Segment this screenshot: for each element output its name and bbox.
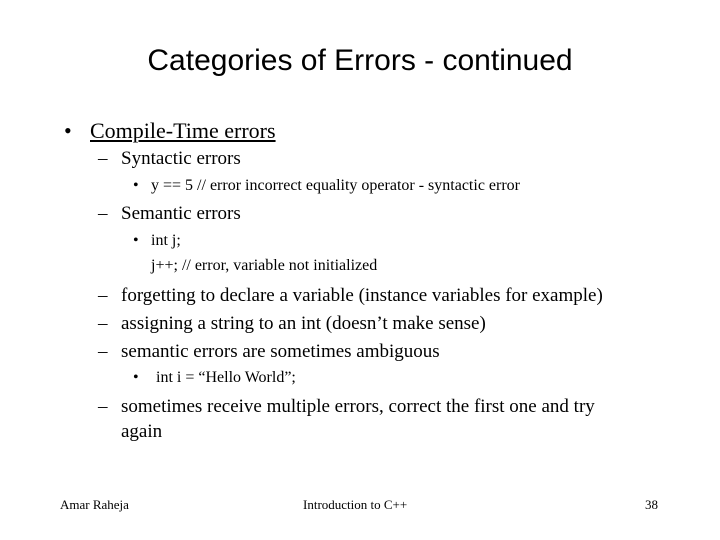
item-multiple-line2: again xyxy=(121,421,163,442)
item-syntactic: Syntactic errors xyxy=(121,148,241,169)
slide-title: Categories of Errors - continued xyxy=(147,44,573,77)
item-semantic: Semantic errors xyxy=(121,203,241,224)
example-semantic-line1: int j; xyxy=(151,232,181,249)
example-ambiguous: int i = “Hello World”; xyxy=(156,369,296,386)
footer-course: Introduction to C++ xyxy=(303,497,408,512)
item-multiple-line1: sometimes receive multiple errors, correct the first one and try xyxy=(121,396,595,417)
example-syntactic: y == 5 // error incorrect equality operator - syntactic error xyxy=(151,177,520,194)
dash-marker: – xyxy=(98,285,108,306)
heading-compile-time: Compile-Time errors xyxy=(90,118,276,143)
bullet-marker: • xyxy=(133,177,139,194)
item-ambiguous: semantic errors are sometimes ambiguous xyxy=(121,341,440,362)
dash-marker: – xyxy=(98,148,108,169)
item-assigning: assigning a string to an int (doesn’t make sense) xyxy=(121,313,486,334)
dash-marker: – xyxy=(98,341,108,362)
bullet-marker: • xyxy=(64,118,72,143)
bullet-marker: • xyxy=(133,232,139,249)
footer-author: Amar Raheja xyxy=(60,497,129,512)
item-forgetting: forgetting to declare a variable (instance variables for example) xyxy=(121,285,603,306)
dash-marker: – xyxy=(98,203,108,224)
bullet-marker: • xyxy=(133,369,139,386)
example-semantic-line2: j++; // error, variable not initialized xyxy=(151,257,378,274)
dash-marker: – xyxy=(98,313,108,334)
footer-page-number: 38 xyxy=(645,497,658,512)
dash-marker: – xyxy=(98,396,108,417)
